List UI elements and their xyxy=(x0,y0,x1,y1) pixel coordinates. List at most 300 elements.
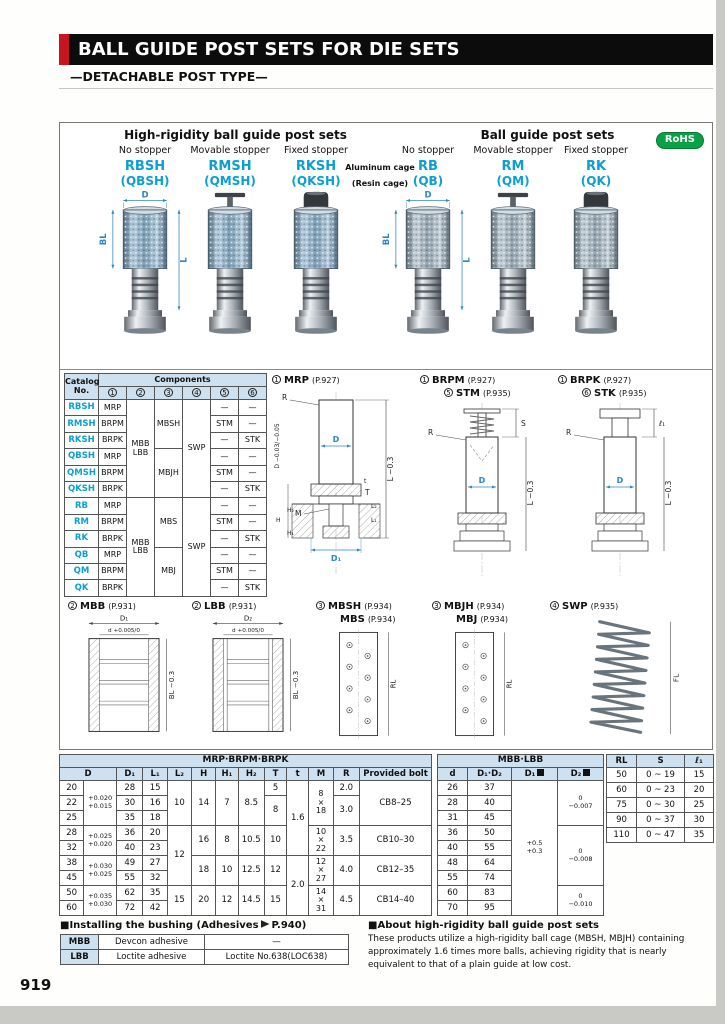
lbb-drawing xyxy=(192,614,304,739)
table-cell: 20 xyxy=(685,783,714,798)
table-cell: 0 ~ 30 xyxy=(637,798,685,813)
product-code-alt: (QM) xyxy=(496,174,530,188)
brpm-drawing xyxy=(420,401,546,581)
component-cell: BRPM xyxy=(99,416,127,432)
catalog-no-header: Catalog No. xyxy=(65,374,99,400)
catalog-no: QK xyxy=(65,580,99,596)
catalog-no: RBSH xyxy=(65,400,99,416)
table-cell: 16 xyxy=(143,796,167,811)
table-cell: 36 xyxy=(117,826,143,841)
component-cell: SWP xyxy=(183,400,211,498)
table-cell: 40 xyxy=(468,796,512,811)
drawing-caption: 2 LBB (P.931) xyxy=(192,601,310,614)
component-cell: STK xyxy=(239,580,267,596)
svg-text:d +0.005/0: d +0.005/0 xyxy=(108,627,140,634)
svg-text:L −0.3: L −0.3 xyxy=(386,456,395,482)
col-header: D₂ xyxy=(558,768,604,781)
svg-text:BL −0.3: BL −0.3 xyxy=(167,670,177,700)
table-cell: 74 xyxy=(468,871,512,886)
svg-text:D₁: D₁ xyxy=(119,614,129,623)
component-cell: — xyxy=(211,547,239,563)
mbb-table-title: MBB·LBB xyxy=(438,755,604,768)
svg-text:S: S xyxy=(521,419,526,428)
product-code: RBSH xyxy=(124,159,166,174)
svg-text:D: D xyxy=(141,190,149,201)
swp-drawing xyxy=(550,614,700,740)
table-cell: 35 xyxy=(685,828,714,843)
col-header: D xyxy=(60,768,117,781)
catalog-no: QB xyxy=(65,547,99,563)
component-cell: — xyxy=(239,547,267,563)
table-cell: 14 × 31 xyxy=(309,886,333,916)
drawing-brpm xyxy=(420,375,552,585)
col-header: M xyxy=(309,768,333,781)
table-row xyxy=(60,781,432,796)
svg-text:H₁: H₁ xyxy=(287,530,294,537)
stopper-type-label: Movable stopper xyxy=(190,145,270,156)
table-cell: 64 xyxy=(468,856,512,871)
table-cell: 18 xyxy=(143,811,167,826)
product-code-alt: (QKSH) xyxy=(291,174,341,188)
catalog-row xyxy=(65,449,267,465)
mrp-drawing xyxy=(272,388,412,580)
col-header: L₂ xyxy=(167,768,191,781)
table-cell: 42 xyxy=(143,901,167,916)
table-cell: 45 xyxy=(60,871,84,886)
catalog-no: QMSH xyxy=(65,465,99,481)
catalog-table xyxy=(64,373,267,597)
svg-text:H₂: H₂ xyxy=(287,507,294,514)
component-cell: — xyxy=(239,416,267,432)
dim-table-title: MRP·BRPM·BRPK xyxy=(60,755,432,768)
table-cell: 50 xyxy=(607,768,637,783)
table-cell: 28 xyxy=(438,796,468,811)
svg-text:R: R xyxy=(566,428,572,437)
table-cell: 0 −0.008 xyxy=(558,826,604,886)
rl-table-body xyxy=(607,768,714,843)
table-cell: +0.5 +0.3 xyxy=(512,781,558,916)
table-cell: 26 xyxy=(438,781,468,796)
table-cell: 12 xyxy=(264,856,286,886)
svg-text:d +0.005/0: d +0.005/0 xyxy=(232,627,264,634)
table-cell: 10 × 22 xyxy=(309,826,333,856)
drawing-mbsh xyxy=(316,601,416,745)
component-cell: MRP xyxy=(99,449,127,465)
product-code-alt: (QK) xyxy=(580,174,612,188)
about-title: ■About high-rigidity ball guide post sets xyxy=(368,920,599,931)
catalog-no: QM xyxy=(65,563,99,579)
component-cell: — xyxy=(211,481,239,497)
post-photo xyxy=(544,189,648,350)
dim-table-body xyxy=(60,781,432,916)
col-header: Provided bolt xyxy=(360,768,432,781)
table-cell: 45 xyxy=(468,811,512,826)
table-cell: 36 xyxy=(438,826,468,841)
col-header: t xyxy=(287,768,309,781)
col-header: L₁ xyxy=(143,768,167,781)
component-col-header: 2 xyxy=(127,387,155,400)
table-cell: LBB xyxy=(61,950,99,965)
mbsh-drawing xyxy=(316,627,402,741)
svg-text:T: T xyxy=(365,488,370,497)
table-row xyxy=(607,783,714,798)
table-cell: 20 xyxy=(60,781,84,796)
table-cell: 60 xyxy=(60,901,84,916)
component-cell: — xyxy=(211,432,239,448)
tolerance-class-icon xyxy=(537,769,544,776)
table-row xyxy=(60,886,432,901)
svg-text:BL: BL xyxy=(99,233,110,246)
component-cell: MBB LBB xyxy=(127,498,155,596)
page-title: BALL GUIDE POST SETS FOR DIE SETS xyxy=(78,39,460,60)
table-cell: 4.0 xyxy=(333,856,359,886)
component-cell: STK xyxy=(239,432,267,448)
stopper-type-label: Movable stopper xyxy=(473,145,553,156)
table-cell: Loctite adhesive xyxy=(99,950,205,965)
table-cell: 35 xyxy=(117,811,143,826)
table-cell: 0 ~ 47 xyxy=(637,828,685,843)
component-cell: SWP xyxy=(183,498,211,596)
component-cell: BRPK xyxy=(99,531,127,547)
svg-text:D: D xyxy=(424,190,432,201)
col-header: D₁ xyxy=(512,768,558,781)
catalog-row xyxy=(65,547,267,563)
table-cell: 50 xyxy=(468,826,512,841)
table-cell: 8 xyxy=(216,826,238,856)
component-col-header: 4 xyxy=(183,387,211,400)
post-photo-wrap xyxy=(264,189,368,354)
mbjh-drawing xyxy=(432,627,518,741)
table-cell: 49 xyxy=(117,856,143,871)
table-cell: 14 xyxy=(192,781,216,826)
catalog-no: QBSH xyxy=(65,449,99,465)
component-cell: MRP xyxy=(99,547,127,563)
table-cell: 60 xyxy=(607,783,637,798)
table-cell: 3.0 xyxy=(333,796,359,826)
table-cell: 12 × 27 xyxy=(309,856,333,886)
table-row xyxy=(438,781,604,796)
table-cell: 28 xyxy=(60,826,84,841)
table-cell: 12.5 xyxy=(238,856,264,886)
component-cell: BRPM xyxy=(99,563,127,579)
table-cell: 20 xyxy=(192,886,216,916)
component-cell: BRPK xyxy=(99,481,127,497)
component-cell: MRP xyxy=(99,498,127,514)
table-cell: CB10–30 xyxy=(360,826,432,856)
page-ref-icon xyxy=(261,920,270,928)
components-header: Components xyxy=(99,374,267,387)
table-cell: +0.020 +0.015 xyxy=(84,781,117,826)
stopper-type-label: No stopper xyxy=(401,145,455,156)
table-cell: CB12–35 xyxy=(360,856,432,886)
component-cell: — xyxy=(211,531,239,547)
installing-title: ■Installing the bushing (Adhesives P.940) xyxy=(60,920,307,931)
component-cell: STK xyxy=(239,531,267,547)
component-cell: — xyxy=(211,580,239,596)
table-cell: 32 xyxy=(143,871,167,886)
table-cell: 72 xyxy=(117,901,143,916)
component-cell: STM xyxy=(211,514,239,530)
table-cell: 10.5 xyxy=(238,826,264,856)
product-code-alt: (QBSH) xyxy=(120,174,170,188)
component-cell: BRPM xyxy=(99,514,127,530)
component-cell: STM xyxy=(211,416,239,432)
table-row xyxy=(607,813,714,828)
table-cell: +0.030 +0.025 xyxy=(84,856,117,886)
component-cell: MBSH xyxy=(155,400,183,449)
content-box xyxy=(59,122,713,750)
table-row xyxy=(60,826,432,841)
table-cell: 15 xyxy=(264,886,286,916)
component-cell: MRP xyxy=(99,400,127,416)
table-cell: 37 xyxy=(468,781,512,796)
table-cell: 2.0 xyxy=(287,856,309,916)
product-code: RMSH xyxy=(208,159,252,174)
component-col-header: 6 xyxy=(239,387,267,400)
product-code: RM xyxy=(501,159,525,174)
table-cell: 2.0 xyxy=(333,781,359,796)
component-cell: BRPK xyxy=(99,580,127,596)
header-red-accent xyxy=(59,34,69,65)
group-title-high-rigidity: High-rigidity ball guide post sets xyxy=(124,128,347,142)
drawing-mbjh xyxy=(432,601,532,745)
rohs-badge xyxy=(656,132,704,149)
table-cell: 0 ~ 19 xyxy=(637,768,685,783)
svg-text:R: R xyxy=(282,393,288,402)
table-cell: 16 xyxy=(192,826,216,856)
catalog-table-body xyxy=(65,400,267,597)
table-cell: Loctite No.638(LOC638) xyxy=(205,950,349,965)
table-cell: 14.5 xyxy=(238,886,264,916)
catalog-no: RB xyxy=(65,498,99,514)
catalog-no: RMSH xyxy=(65,416,99,432)
product-column xyxy=(544,145,648,354)
table-cell: 18 xyxy=(192,856,216,886)
drawing-caption: 3 MBSH (P.934) xyxy=(316,601,416,614)
component-cell: — xyxy=(239,514,267,530)
table-cell: 70 xyxy=(438,901,468,916)
page-header-bar xyxy=(69,34,713,65)
drawing-lbb xyxy=(192,601,310,743)
cage-label-resin: (Resin cage) xyxy=(351,179,409,188)
drawing-mbb xyxy=(68,601,186,743)
col-header: D₁ xyxy=(117,768,143,781)
component-cell: MBJ xyxy=(155,547,183,596)
svg-text:L₂: L₂ xyxy=(371,503,377,510)
component-cell: — xyxy=(239,400,267,416)
header-rule xyxy=(59,88,713,89)
table-cell: 0 ~ 37 xyxy=(637,813,685,828)
table-cell: 5 xyxy=(264,781,286,796)
table-cell: 15 xyxy=(167,886,191,916)
table-cell: 38 xyxy=(60,856,84,871)
table-cell: 10 xyxy=(216,856,238,886)
col-header: S xyxy=(637,755,685,768)
product-column xyxy=(264,145,368,354)
table-cell: 4.5 xyxy=(333,886,359,916)
svg-text:H: H xyxy=(276,517,281,524)
component-cell: — xyxy=(211,449,239,465)
rohs-label: RoHS xyxy=(664,134,695,145)
svg-text:L: L xyxy=(179,257,190,263)
table-cell: MBB xyxy=(61,935,99,950)
component-cell: BRPM xyxy=(99,465,127,481)
catalog-row xyxy=(65,400,267,416)
table-cell: 25 xyxy=(685,798,714,813)
table-cell: — xyxy=(205,935,349,950)
table-cell: 50 xyxy=(60,886,84,901)
table-cell: 3.5 xyxy=(333,826,359,856)
mbb-drawing xyxy=(68,614,180,739)
table-cell: 7 xyxy=(216,781,238,826)
svg-text:L −0.3: L −0.3 xyxy=(664,480,673,506)
table-row xyxy=(607,768,714,783)
component-cell: — xyxy=(211,498,239,514)
table-cell: 31 xyxy=(438,811,468,826)
catalog-row xyxy=(65,498,267,514)
svg-text:D₂: D₂ xyxy=(243,614,253,623)
table-cell: 23 xyxy=(143,841,167,856)
table-cell: 0 −0.010 xyxy=(558,886,604,916)
table-row xyxy=(60,856,432,871)
component-cell: STM xyxy=(211,465,239,481)
brpk-drawing xyxy=(558,401,684,581)
component-cell: — xyxy=(211,400,239,416)
drawing-caption: 1 BRPM (P.927) xyxy=(420,375,552,388)
product-code: RB xyxy=(418,159,438,174)
col-header: T xyxy=(264,768,286,781)
table-cell: 22 xyxy=(60,796,84,811)
table-cell: +0.025 +0.020 xyxy=(84,826,117,856)
svg-text:FL: FL xyxy=(671,673,681,683)
drawing-caption: 4 SWP (P.935) xyxy=(550,601,708,614)
table-cell: 75 xyxy=(607,798,637,813)
dim-table xyxy=(59,754,432,916)
table-row xyxy=(607,828,714,843)
table-cell: 90 xyxy=(607,813,637,828)
stopper-type-label: Fixed stopper xyxy=(564,145,628,156)
svg-text:D₁: D₁ xyxy=(330,554,342,563)
drawing-caption: MBS (P.934) xyxy=(340,614,396,625)
table-cell: 1.6 xyxy=(287,781,309,856)
table-cell: 27 xyxy=(143,856,167,871)
svg-text:BL: BL xyxy=(382,233,393,246)
table-cell: 8 xyxy=(264,796,286,826)
table-cell: 12 xyxy=(216,886,238,916)
table-row xyxy=(607,798,714,813)
page-edge-right xyxy=(716,0,725,1024)
component-cell: MBB LBB xyxy=(127,400,155,498)
drawing-brpk xyxy=(558,375,708,585)
table-cell: 110 xyxy=(607,828,637,843)
table-cell: 10 xyxy=(264,826,286,856)
post-photo xyxy=(264,189,368,350)
table-cell: 95 xyxy=(468,901,512,916)
component-cell: MBJH xyxy=(155,449,183,498)
svg-text:L −0.3: L −0.3 xyxy=(526,480,535,506)
component-cell: STK xyxy=(239,481,267,497)
page-subtitle: —DETACHABLE POST TYPE— xyxy=(70,69,268,84)
group-title-standard: Ball guide post sets xyxy=(480,128,615,142)
component-col-header: 1 xyxy=(99,387,127,400)
svg-text:L₁: L₁ xyxy=(371,517,377,524)
adhesive-table xyxy=(60,934,349,965)
drawing-caption: 6 STK (P.935) xyxy=(582,388,708,401)
table-cell: 32 xyxy=(60,841,84,856)
catalog-no: RM xyxy=(65,514,99,530)
table-cell: 25 xyxy=(60,811,84,826)
svg-text:L: L xyxy=(462,257,473,263)
product-code-alt: (QB) xyxy=(412,174,444,188)
col-header: d xyxy=(438,768,468,781)
catalog-no: RKSH xyxy=(65,432,99,448)
component-cell: — xyxy=(239,498,267,514)
table-cell: 8 × 18 xyxy=(309,781,333,826)
component-cell: — xyxy=(239,563,267,579)
table-cell: 10 xyxy=(167,781,191,826)
component-col-header: 3 xyxy=(155,387,183,400)
svg-text:D −0.03/−0.05: D −0.03/−0.05 xyxy=(274,423,281,469)
table-cell: 55 xyxy=(468,841,512,856)
table-row xyxy=(61,935,349,950)
component-cell: — xyxy=(239,449,267,465)
component-cell: MBS xyxy=(155,498,183,547)
table-cell: 28 xyxy=(117,781,143,796)
table-cell: CB14–40 xyxy=(360,886,432,916)
mbb-lbb-table xyxy=(437,754,604,916)
col-header: R xyxy=(333,768,359,781)
col-header: ℓ₁ xyxy=(685,755,714,768)
tolerance-class-icon xyxy=(583,769,590,776)
table-cell: 62 xyxy=(117,886,143,901)
svg-text:D: D xyxy=(478,476,486,485)
product-code: RK xyxy=(585,159,607,174)
component-cell: STM xyxy=(211,563,239,579)
table-cell: 12 xyxy=(167,826,191,886)
table-cell: 15 xyxy=(685,768,714,783)
table-cell: 0 −0.007 xyxy=(558,781,604,826)
table-cell: 48 xyxy=(438,856,468,871)
drawing-swp xyxy=(550,601,708,744)
col-header: H₁ xyxy=(216,768,238,781)
table-row xyxy=(61,950,349,965)
drawing-caption: 5 STM (P.935) xyxy=(444,388,552,401)
table-cell: +0.035 +0.030 xyxy=(84,886,117,916)
col-header: H xyxy=(192,768,216,781)
svg-text:D: D xyxy=(616,476,624,485)
mbb-table-body xyxy=(438,781,604,916)
post-photo-wrap xyxy=(544,189,648,354)
drawing-caption: 2 MBB (P.931) xyxy=(68,601,186,614)
col-header: H₂ xyxy=(238,768,264,781)
svg-text:RL: RL xyxy=(389,679,398,689)
svg-text:ℓ₁: ℓ₁ xyxy=(659,419,666,428)
svg-text:BL −0.3: BL −0.3 xyxy=(291,670,301,700)
svg-text:t: t xyxy=(364,478,367,485)
table-cell: 55 xyxy=(438,871,468,886)
col-header: D₁·D₂ xyxy=(468,768,512,781)
page-number: 919 xyxy=(20,976,52,994)
table-cell: Devcon adhesive xyxy=(99,935,205,950)
table-cell: 15 xyxy=(143,781,167,796)
table-cell: 83 xyxy=(468,886,512,901)
page-edge-bottom xyxy=(0,1006,725,1024)
table-cell: 30 xyxy=(685,813,714,828)
table-cell: 60 xyxy=(438,886,468,901)
installing-table-body xyxy=(61,935,349,965)
stopper-type-label: No stopper xyxy=(118,145,172,156)
table-cell: 8.5 xyxy=(238,781,264,826)
